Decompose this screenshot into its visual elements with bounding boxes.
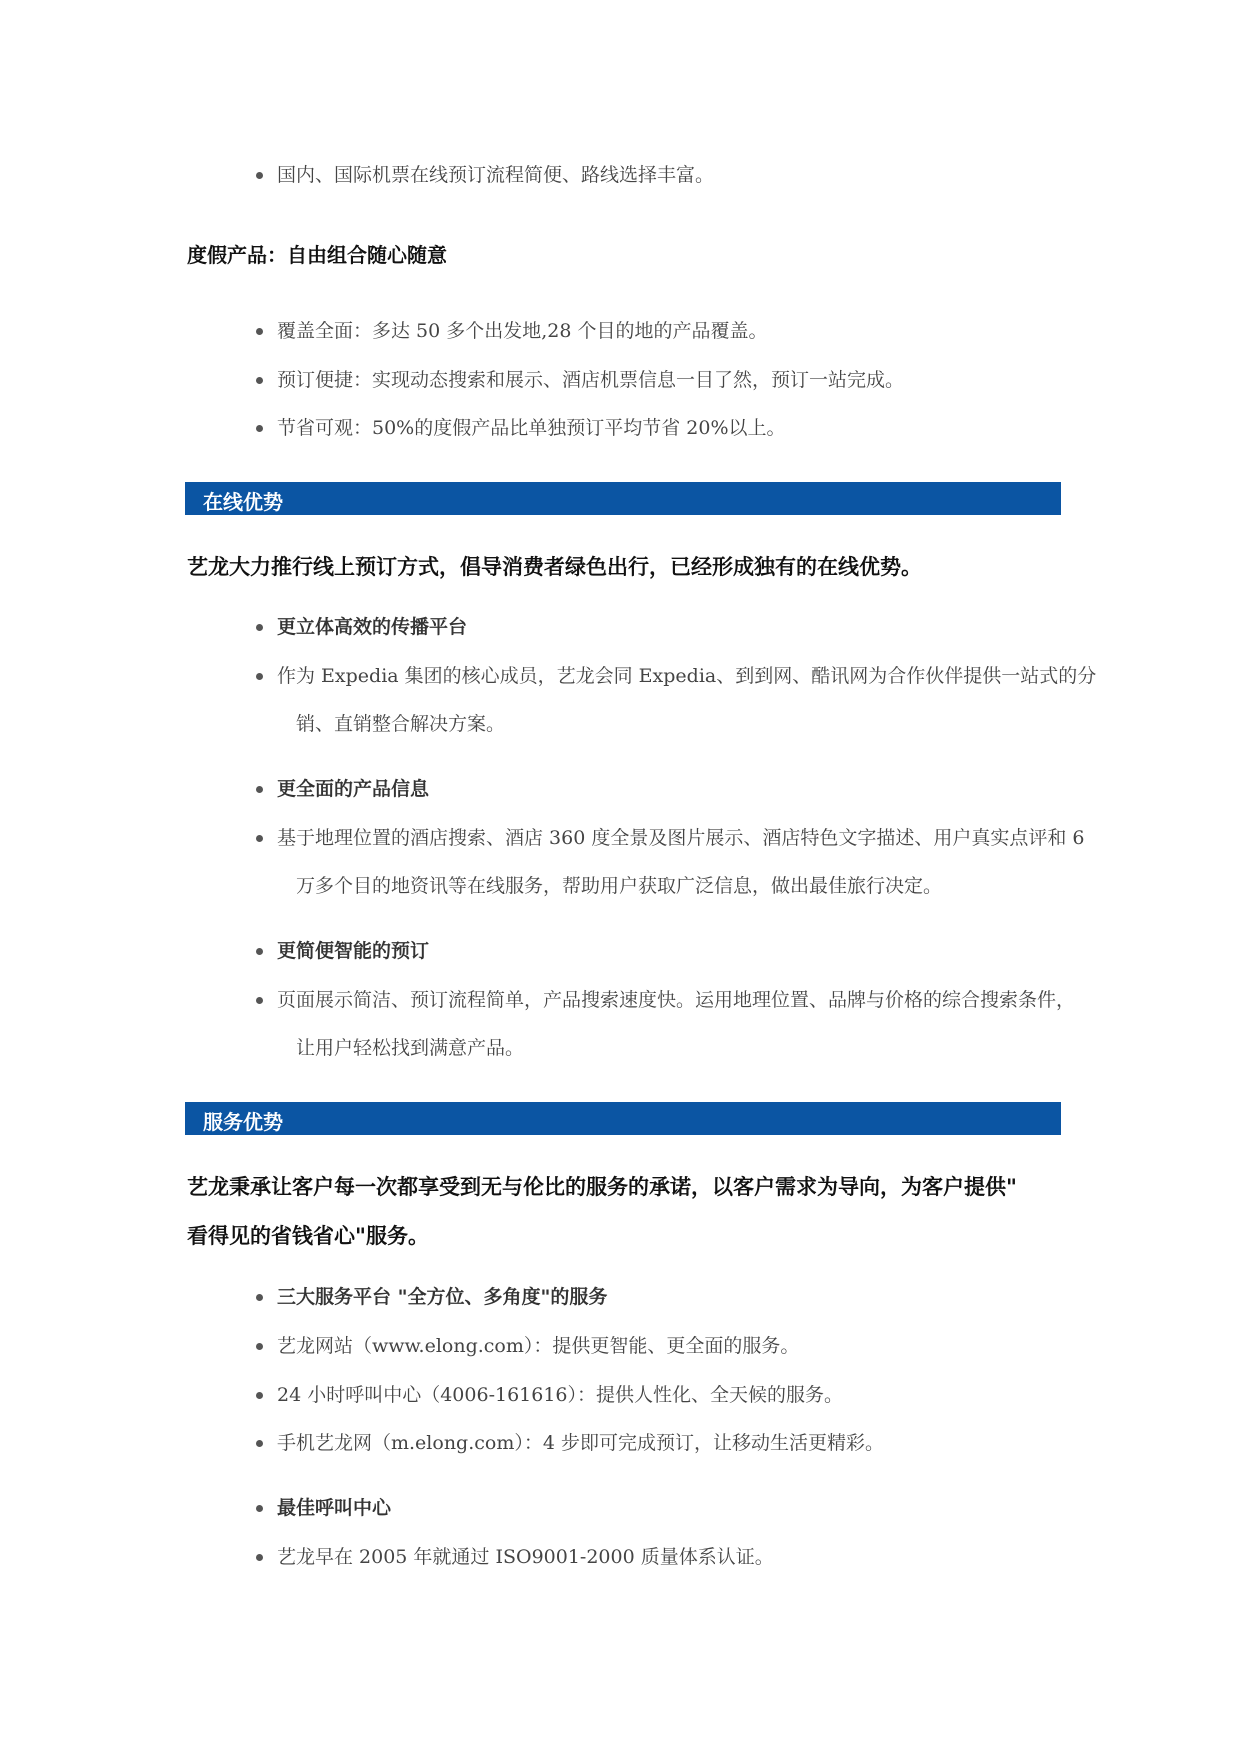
list-item-text: 更全面的产品信息 xyxy=(277,778,430,800)
bullet-icon xyxy=(256,1554,263,1561)
service-intro-line1: 艺龙秉承让客户每一次都享受到无与伦比的服务的承诺，以客户需求为导向，为客户提供" xyxy=(187,1175,1017,1199)
list-item-text: 预订便捷：实现动态搜索和展示、酒店机票信息一目了然，预订一站完成。 xyxy=(277,369,905,391)
online-intro: 艺龙大力推行线上预订方式，倡导消费者绿色出行，已经形成独有的在线优势。 xyxy=(187,555,922,579)
vacation-heading: 度假产品：自由组合随心随意 xyxy=(187,243,447,267)
online-section-band xyxy=(185,482,1061,515)
bullet-icon xyxy=(256,328,263,335)
list-item-text: 更立体高效的传播平台 xyxy=(277,616,468,638)
bullet-icon xyxy=(256,172,263,179)
list-item-text: 最佳呼叫中心 xyxy=(277,1497,392,1519)
service-section-band xyxy=(185,1102,1061,1135)
bullet-icon xyxy=(256,997,263,1004)
bullet-icon xyxy=(256,1440,263,1447)
list-item-text: 三大服务平台 "全方位、多角度"的服务 xyxy=(277,1286,608,1308)
bullet-icon xyxy=(256,1505,263,1512)
section-title: 在线优势 xyxy=(203,490,283,514)
list-item-text: 国内、国际机票在线预订流程简便、路线选择丰富。 xyxy=(277,164,715,186)
section-title: 服务优势 xyxy=(203,1110,283,1134)
bullet-icon xyxy=(256,835,263,842)
list-item-text: 更简便智能的预订 xyxy=(277,940,430,962)
list-item-text: 艺龙网站（www.elong.com）：提供更智能、更全面的服务。 xyxy=(277,1335,800,1357)
list-item-text: 作为 Expedia 集团的核心成员，艺龙会同 Expedia、到到网、酷讯网为合作伙伴提供一站式的分 xyxy=(277,665,1097,687)
bullet-icon xyxy=(256,377,263,384)
bullet-icon xyxy=(256,425,263,432)
bullet-icon xyxy=(256,948,263,955)
list-item-continuation: 销、直销整合解决方案。 xyxy=(296,713,506,735)
bullet-icon xyxy=(256,1392,263,1399)
list-item-text: 节省可观：50%的度假产品比单独预订平均节省 20%以上。 xyxy=(277,417,786,439)
list-item-text: 页面展示简洁、预订流程简单，产品搜索速度快。运用地理位置、品牌与价格的综合搜索条件， xyxy=(277,989,1076,1011)
bullet-icon xyxy=(256,1343,263,1350)
bullet-icon xyxy=(256,673,263,680)
list-item-text: 艺龙早在 2005 年就通过 ISO9001-2000 质量体系认证。 xyxy=(277,1546,774,1568)
service-intro-line2: 看得见的省钱省心"服务。 xyxy=(187,1224,429,1248)
list-item-text: 覆盖全面：多达 50 多个出发地,28 个目的地的产品覆盖。 xyxy=(277,320,768,342)
list-item-text: 手机艺龙网（m.elong.com）：4 步即可完成预订，让移动生活更精彩。 xyxy=(277,1432,884,1454)
list-item-text: 24 小时呼叫中心（4006-161616）：提供人性化、全天候的服务。 xyxy=(277,1384,844,1406)
bullet-icon xyxy=(256,624,263,631)
bullet-icon xyxy=(256,786,263,793)
bullet-icon xyxy=(256,1294,263,1301)
list-item-text: 基于地理位置的酒店搜索、酒店 360 度全景及图片展示、酒店特色文字描述、用户真实点评和 6 xyxy=(277,827,1085,849)
list-item-continuation: 让用户轻松找到满意产品。 xyxy=(296,1037,525,1059)
list-item-continuation: 万多个目的地资讯等在线服务，帮助用户获取广泛信息，做出最佳旅行决定。 xyxy=(296,875,943,897)
